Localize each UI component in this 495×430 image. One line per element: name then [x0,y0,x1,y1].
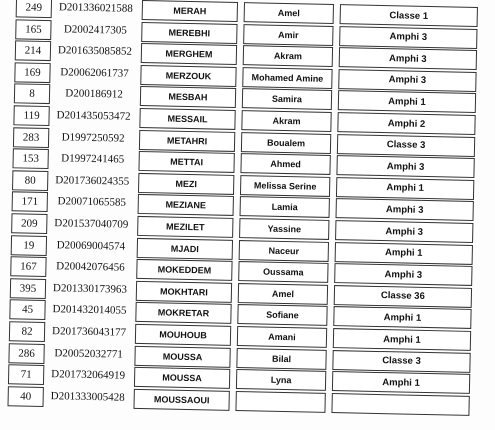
student-number-cell: 45 [9,300,45,321]
student-number-cell: 171 [12,192,48,213]
last-name-cell: MOUSSA [134,345,230,367]
group-cell: Amphi 3 [335,220,473,243]
group-cell: Amphi 1 [338,90,476,113]
last-name-cell: MESBAH [140,86,236,108]
first-name-cell: Melissa Serine [240,175,330,197]
first-name-cell: Akram [243,45,333,67]
student-id-cell: D201333005428 [50,389,125,404]
last-name-cell: MJADI [137,238,233,260]
group-cell: Classe 3 [332,350,470,373]
last-name-cell: MOUSSA [134,367,230,389]
last-name-cell: MERZOUK [140,65,236,87]
student-id-cell: D201336021588 [58,1,133,15]
student-number-cell: 40 [7,386,43,407]
group-cell: Classe 1 [340,4,478,27]
group-cell: Amphi 1 [333,306,471,329]
last-name-cell: MEZILET [137,216,233,238]
student-number-cell: 169 [14,62,50,83]
first-name-cell: Mohamed Amine [242,67,332,89]
group-cell: Classe 3 [337,134,475,157]
first-name-cell: Boualem [241,132,331,154]
first-name-cell: Lamia [240,196,330,218]
student-id-cell: D201736043177 [51,325,127,339]
student-number-cell: 165 [15,19,51,40]
student-id-cell: D20071065585 [57,195,127,210]
group-cell: Amphi 3 [339,47,477,70]
student-number-cell: 8 [14,84,50,105]
first-name-cell: Lyna [236,369,326,391]
group-cell: Amphi 1 [335,242,473,265]
student-id-cell: D1997241465 [61,152,125,166]
group-cell [331,393,469,416]
student-number-cell: 153 [12,148,48,169]
student-id-cell: D201635085852 [57,44,133,58]
last-name-cell: MOUSSAOUI [133,389,229,411]
last-name-cell: MOKEDDEM [136,259,232,281]
last-name-cell: METTAI [138,151,234,173]
group-cell: Amphi 3 [339,26,477,49]
student-id-cell: D201736024355 [55,173,130,188]
last-name-cell: MERGHEM [141,43,237,65]
student-id-cell: D201435053472 [56,109,131,123]
first-name-cell: Amani [237,326,327,348]
last-name-cell: MEREBHI [141,22,237,44]
student-number-cell: 71 [8,364,44,385]
student-number-cell: 286 [8,343,44,364]
last-name-cell: MEZIANE [138,194,234,216]
last-name-cell: MOKHTARI [136,281,232,303]
student-number-cell: 214 [15,41,51,62]
last-name-cell: METAHRI [139,130,235,152]
student-id-cell: D201732064919 [51,368,126,382]
group-cell: Amphi 1 [332,371,470,394]
first-name-cell: Samira [242,88,332,110]
group-cell: Amphi 3 [338,69,476,92]
first-name-cell: Yassine [239,218,329,240]
last-name-cell: MESSAIL [139,108,235,130]
student-number-cell: 82 [9,321,45,342]
student-number-cell: 19 [11,235,47,256]
student-number-cell: 283 [13,127,49,148]
last-name-cell: MEZI [138,173,234,195]
first-name-cell: Amel [244,2,334,24]
student-number-cell: 249 [16,0,52,18]
student-id-cell: D1997250592 [61,130,125,145]
student-id-cell: D20052032771 [54,346,123,361]
student-id-cell: D201330173963 [52,281,128,296]
first-name-cell: Oussama [238,261,328,283]
last-name-cell: MOKRETAR [135,302,231,324]
group-cell: Amphi 1 [333,328,471,351]
student-number-cell: 167 [10,256,46,277]
last-name-cell: MERAH [142,0,238,22]
first-name-cell: Sofiane [237,304,327,326]
first-name-cell: Amel [238,283,328,305]
student-id-cell: D201537040709 [54,217,129,231]
student-id-cell: D20062061737 [60,66,129,80]
student-id-cell: D20042076456 [56,260,125,274]
student-id-cell: D20069004574 [56,238,126,253]
first-name-cell: Naceur [239,240,329,262]
student-id-cell: D200186912 [65,87,123,101]
student-id-cell: D2002417305 [63,22,127,37]
first-name-cell: Bilal [236,348,326,370]
student-number-cell: 209 [11,213,47,234]
first-name-cell: Ahmed [240,153,330,175]
group-cell: Amphi 3 [335,198,473,221]
group-cell: Amphi 1 [336,177,474,200]
student-number-cell: 395 [10,278,46,299]
first-name-cell [235,391,325,413]
student-number-cell: 119 [13,105,49,126]
student-number-cell: 80 [12,170,48,191]
first-name-cell: Amir [243,24,333,46]
group-cell: Amphi 3 [334,263,472,286]
first-name-cell: Akram [241,110,331,132]
group-cell: Amphi 3 [336,155,474,178]
group-cell: Classe 36 [334,285,472,308]
student-id-cell: D201432014055 [52,303,127,318]
group-cell: Amphi 2 [337,112,475,135]
last-name-cell: MOUHOUB [135,324,231,346]
